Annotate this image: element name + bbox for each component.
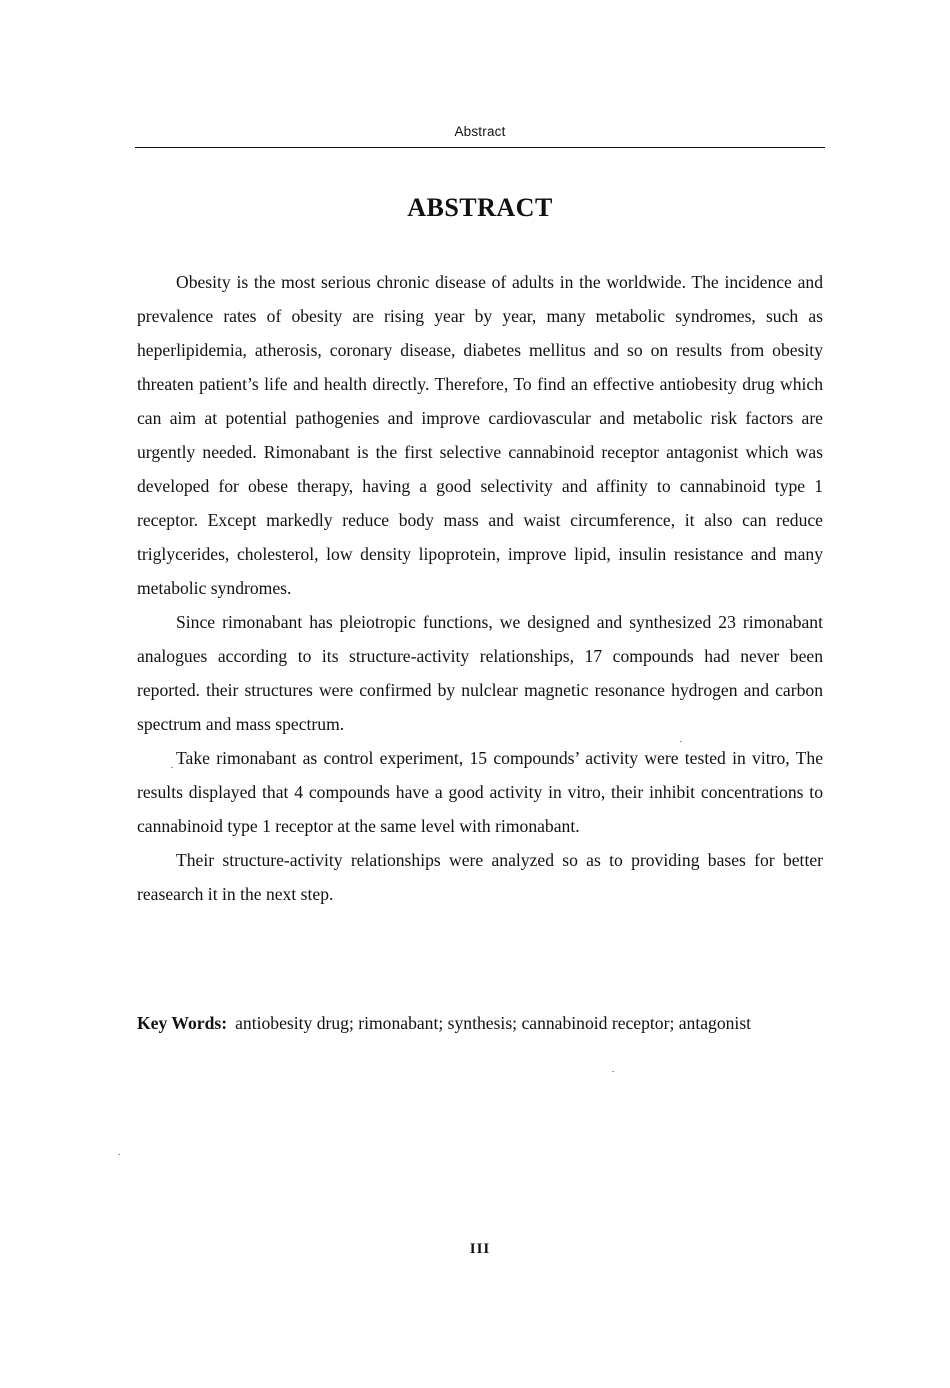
abstract-paragraph-1: Obesity is the most serious chronic disease of adults in the worldwide. The incidence and prevalence rates of obesity are rising year by year, many metabolic syndromes, such as heperlipidemia, atherosis, coronary disease, diabetes mellitus and so on results from obesity threaten patient’s life and health directly. Therefore, To find an effective antiobesity drug which can aim at potential pathogenies and improve cardiovascular and metabolic risk factors are urgently needed. Rimonabant is the first selective cannabinoid receptor antagonist which was developed for obese therapy, having a good selectivity and affinity to cannabinoid type 1 receptor. Except markedly reduce body mass and waist circumference, it also can reduce triglycerides, cholesterol, low density lipoprotein, improve lipid, insulin resistance and many metabolic syndromes. [137, 272, 823, 598]
abstract-paragraph-4: Their structure-activity relationships were analyzed so as to providing bases for better reasearch it in the next step. [137, 850, 823, 904]
scan-speck [171, 767, 173, 768]
scan-speck [612, 1071, 614, 1072]
page-number: III [469, 1241, 491, 1257]
abstract-body [137, 265, 823, 911]
running-header: Abstract [454, 124, 506, 139]
scan-speck [118, 1154, 120, 1155]
header-rule [135, 147, 825, 148]
keywords-line [137, 1006, 823, 1040]
abstract-paragraph-3: Take rimonabant as control experiment, 15 compounds’ activity were tested in vitro, The results displayed that 4 compounds have a good activity in vitro, their inhibit concentrations to cannabinoid type 1 receptor at the same level with rimonabant. [137, 748, 823, 836]
abstract-paragraph-2: Since rimonabant has pleiotropic functions, we designed and synthesized 23 rimonabant analogues according to its structure-activity relationships, 17 compounds had never been reported. their structures were confirmed by nulclear magnetic resonance hydrogen and carbon spectrum and mass spectrum. [137, 612, 823, 734]
keywords-text: antiobesity drug; rimonabant; synthesis; cannabinoid receptor; antagonist [235, 1013, 752, 1033]
page-title: ABSTRACT [407, 193, 553, 222]
scan-speck [680, 741, 682, 742]
keywords-label: Key Words: [137, 1013, 228, 1033]
